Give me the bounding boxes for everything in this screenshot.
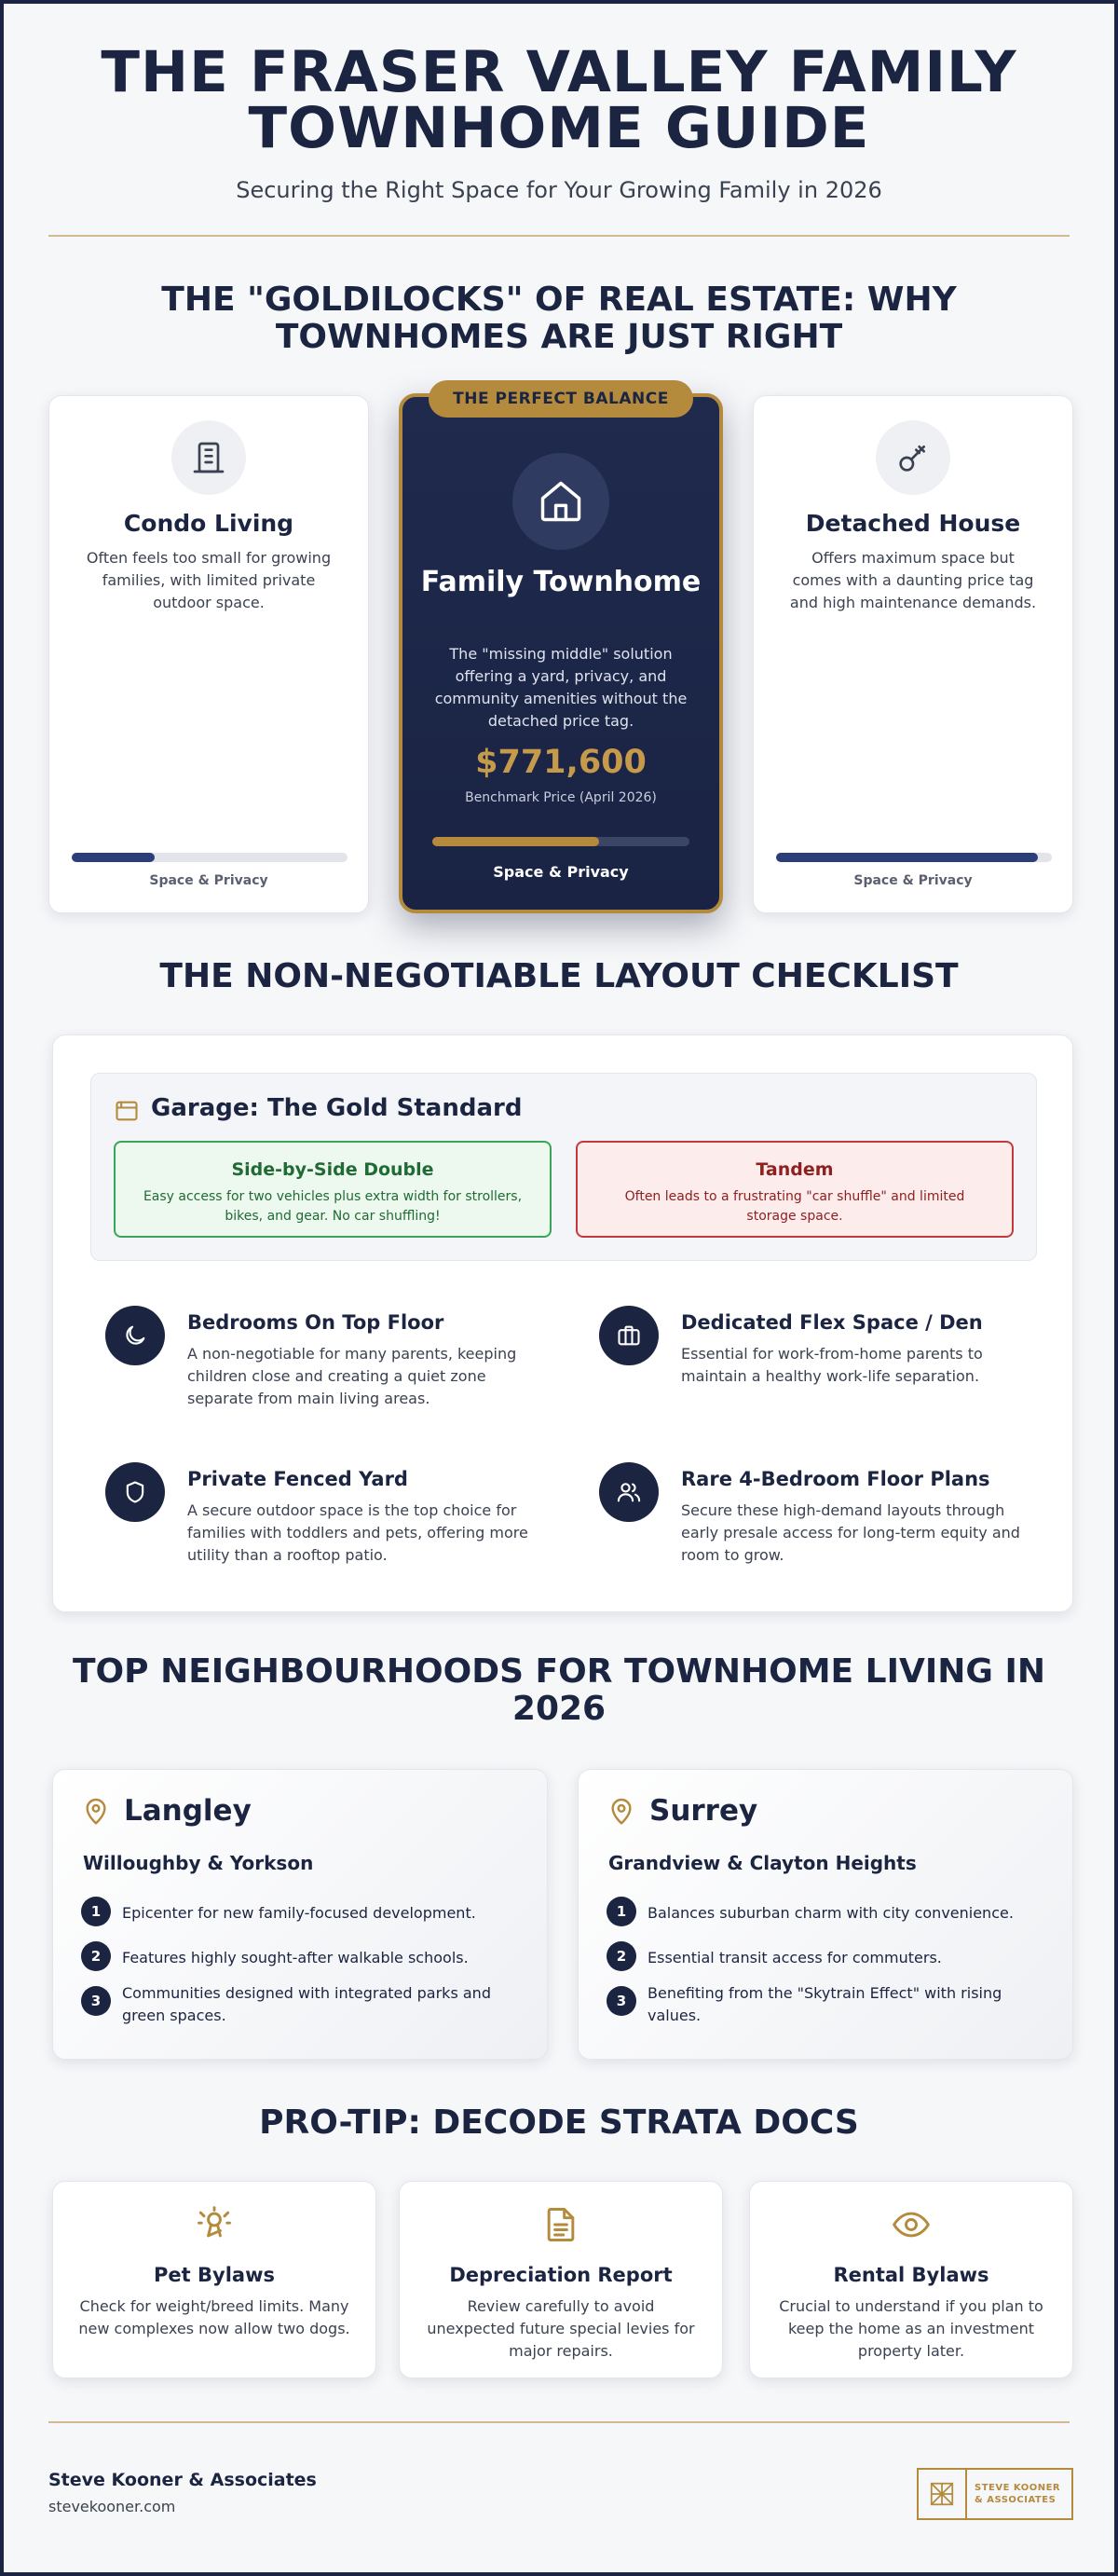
list-item-text: Communities designed with integrated parks and green spaces.: [122, 1984, 491, 2024]
feature-title: Bedrooms On Top Floor: [187, 1311, 444, 1334]
logo-mark-icon: [919, 2470, 967, 2518]
map-pin-icon: [607, 1794, 636, 1831]
benchmark-price: $771,600: [475, 744, 647, 781]
langley-title: Langley: [124, 1794, 252, 1828]
map-pin-icon: [81, 1794, 111, 1831]
surrey-title: Surrey: [649, 1794, 758, 1828]
feature-title: Rare 4-Bedroom Floor Plans: [681, 1468, 990, 1490]
strata-section-title: PRO-TIP: DECODE STRATA DOCS: [259, 2103, 859, 2142]
number-badge: 1: [81, 1897, 111, 1926]
tip-title: Rental Bylaws: [833, 2264, 989, 2286]
surrey-subtitle: Grandview & Clayton Heights: [608, 1852, 917, 1874]
divider: [48, 235, 1070, 237]
feature-item: [105, 1306, 534, 1418]
footer-divider: [48, 2421, 1070, 2423]
page-frame: [4, 4, 1114, 2572]
detached-card: [753, 395, 1073, 913]
benchmark-price-label: Benchmark Price (April 2026): [465, 790, 657, 805]
list-item-text: Balances suburban charm with city convenience.: [648, 1904, 1014, 1922]
tandem-title: Tandem: [756, 1159, 834, 1180]
company-logo: [917, 2468, 1073, 2520]
number-badge: 1: [607, 1897, 636, 1926]
perfect-balance-badge: THE PERFECT BALANCE: [429, 380, 693, 418]
footer-website-link[interactable]: stevekooner.com: [48, 2498, 176, 2515]
side-by-side-title: Side-by-Side Double: [231, 1159, 434, 1180]
tip-text: Review carefully to avoid unexpected future special levies for major repairs.: [427, 2297, 695, 2360]
tip-text: Crucial to understand if you plan to keep the home as an investment property later.: [779, 2297, 1043, 2360]
page-subtitle: Securing the Right Space for Your Growing Family in 2026: [236, 177, 882, 203]
detached-bar-label: Space & Privacy: [853, 873, 973, 888]
document-icon: [540, 2204, 581, 2249]
feature-item: [599, 1462, 1028, 1574]
townhome-title: Family Townhome: [420, 566, 702, 598]
feature-text: A non-negotiable for many parents, keeping children close and creating a quiet zone separate from main living areas.: [187, 1345, 517, 1407]
logo-line-2: & ASSOCIATES: [975, 2495, 1057, 2505]
pet-bylaws-card: [52, 2181, 376, 2378]
house-icon: [512, 453, 609, 550]
side-by-side-text: Easy access for two vehicles plus extra width for strollers, bikes, and gear. No car shuffling!: [143, 1189, 523, 1224]
list-item-text: Benefiting from the "Skytrain Effect" with rising values.: [648, 1984, 1002, 2024]
number-badge: 3: [81, 1986, 111, 2016]
briefcase-icon: [599, 1306, 659, 1365]
checklist-section-title: THE NON-NEGOTIABLE LAYOUT CHECKLIST: [159, 957, 959, 995]
tip-title: Depreciation Report: [449, 2264, 673, 2286]
tip-text: Check for weight/breed limits. Many new complexes now allow two dogs.: [78, 2297, 350, 2337]
feature-item: [599, 1306, 1028, 1418]
tip-title: Pet Bylaws: [154, 2264, 275, 2286]
feature-title: Dedicated Flex Space / Den: [681, 1311, 983, 1334]
neighbourhoods-section-title: TOP NEIGHBOURHOODS FOR TOWNHOME LIVING IN 2026: [73, 1652, 1045, 1728]
depreciation-report-card: [399, 2181, 723, 2378]
townhome-card: [399, 390, 723, 913]
list-item-text: Essential transit access for commuters.: [648, 1949, 942, 1966]
footer-company-name: Steve Kooner & Associates: [48, 2470, 317, 2490]
number-badge: 3: [607, 1986, 636, 2016]
feature-text: Essential for work-from-home parents to maintain a healthy work-life separation.: [681, 1345, 983, 1385]
list-item-text: Epicenter for new family-focused development.: [122, 1904, 476, 1922]
goldilocks-section-title: THE "GOLDILOCKS" OF REAL ESTATE: WHY TOWNHOMES ARE JUST RIGHT: [161, 281, 957, 356]
condo-card: [48, 395, 369, 913]
feature-text: Secure these high-demand layouts through early presale access for long-term equity and room to grow.: [681, 1501, 1020, 1564]
detached-space-bar: [776, 853, 1052, 862]
bone-icon: [194, 2204, 235, 2249]
townhome-space-bar: [432, 837, 689, 846]
shield-icon: [105, 1462, 165, 1522]
page-title: THE FRASER VALLEY FAMILY TOWNHOME GUIDE: [101, 39, 1017, 161]
tandem-option: [576, 1141, 1014, 1238]
number-badge: 2: [81, 1941, 111, 1971]
feature-item: [105, 1462, 534, 1574]
checklist-card: [52, 1035, 1073, 1612]
detached-text: Offers maximum space but comes with a daunting price tag and high maintenance demands.: [789, 549, 1037, 611]
surrey-card: [578, 1769, 1073, 2060]
tandem-text: Often leads to a frustrating "car shuffle" and limited storage space.: [624, 1189, 965, 1224]
rental-bylaws-card: [749, 2181, 1073, 2378]
garage-icon: [114, 1098, 140, 1128]
townhome-text: The "missing middle" solution offering a yard, privacy, and community amenities without the detached price tag.: [434, 645, 688, 730]
key-icon: [876, 420, 950, 495]
condo-bar-label: Space & Privacy: [149, 873, 268, 888]
townhome-bar-label: Space & Privacy: [493, 863, 629, 881]
detached-title: Detached House: [805, 510, 1021, 537]
eye-icon: [891, 2204, 932, 2249]
feature-title: Private Fenced Yard: [187, 1468, 408, 1490]
side-by-side-option: [114, 1141, 552, 1238]
langley-card: [52, 1769, 548, 2060]
condo-text: Often feels too small for growing families, with limited private outdoor space.: [86, 549, 332, 611]
garage-box: [90, 1073, 1037, 1261]
langley-subtitle: Willoughby & Yorkson: [83, 1852, 314, 1874]
logo-line-1: STEVE KOONER: [975, 2483, 1061, 2493]
moon-icon: [105, 1306, 165, 1365]
number-badge: 2: [607, 1941, 636, 1971]
building-icon: [171, 420, 246, 495]
condo-space-bar: [72, 853, 348, 862]
feature-text: A secure outdoor space is the top choice for families with toddlers and pets, offering more utility than a rooftop patio.: [187, 1501, 528, 1564]
garage-title: Garage: The Gold Standard: [151, 1094, 523, 1122]
users-icon: [599, 1462, 659, 1522]
condo-title: Condo Living: [123, 510, 294, 537]
list-item-text: Features highly sought-after walkable schools.: [122, 1949, 469, 1966]
